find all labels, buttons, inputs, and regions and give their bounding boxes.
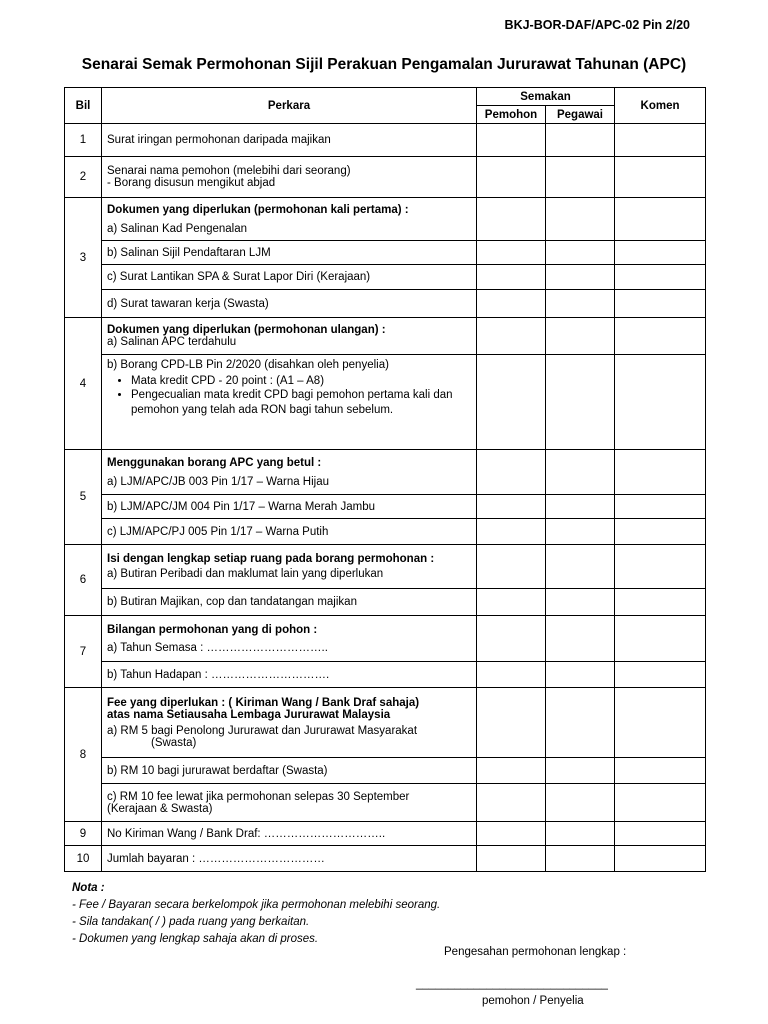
item-subtext: c) RM 10 fee lewat jika permohonan selepas 30 September <box>107 790 410 803</box>
header-bil: Bil <box>65 88 102 124</box>
comment-cell[interactable] <box>615 662 706 688</box>
item-heading: Bilangan permohonan yang di pohon : <box>107 623 318 636</box>
comment-cell[interactable] <box>615 355 706 450</box>
item-subtext: b) RM 10 bagi jururawat berdaftar (Swasta) <box>102 758 477 784</box>
check-cell-pemohon[interactable] <box>477 265 546 290</box>
item-subtext: b) Borang CPD-LB Pin 2/2020 (disahkan oleh penyelia) <box>107 359 389 371</box>
header-komen: Komen <box>615 88 706 124</box>
row-number: 7 <box>65 616 102 688</box>
check-cell-pegawai[interactable] <box>546 318 615 355</box>
item-subtext: a) Salinan APC terdahulu <box>107 336 237 348</box>
check-cell-pegawai[interactable] <box>546 355 615 450</box>
note-item: - Fee / Bayaran secara berkelompok jika permohonan melebihi seorang. <box>72 899 441 911</box>
check-cell-pemohon[interactable] <box>477 616 546 662</box>
item-subtext: b) Butiran Majikan, cop dan tandatangan majikan <box>102 589 477 616</box>
comment-cell[interactable] <box>615 495 706 519</box>
table-row <box>65 318 706 355</box>
item-subtext: b) Tahun Hadapan : …………………………. <box>102 662 477 688</box>
bullet-list <box>131 374 471 417</box>
check-cell-pemohon[interactable] <box>477 519 546 545</box>
item-subtext: (Swasta) <box>151 736 197 749</box>
check-cell-pemohon[interactable] <box>477 784 546 822</box>
table-row <box>65 241 706 265</box>
checklist-table <box>64 87 706 872</box>
table-row <box>65 589 706 616</box>
item-text: Surat iringan permohonan daripada majikan <box>102 124 477 157</box>
item-heading: Isi dengan lengkap setiap ruang pada borang permohonan : <box>107 553 435 565</box>
comment-cell[interactable] <box>615 450 706 495</box>
check-cell-pemohon[interactable] <box>477 545 546 589</box>
check-cell-pemohon[interactable] <box>477 198 546 241</box>
row-number: 4 <box>65 318 102 450</box>
comment-cell[interactable] <box>615 265 706 290</box>
comment-cell[interactable] <box>615 124 706 157</box>
table-row <box>65 822 706 846</box>
comment-cell[interactable] <box>615 784 706 822</box>
item-cell <box>102 784 477 822</box>
item-cell <box>102 450 477 495</box>
item-subtext: b) Salinan Sijil Pendaftaran LJM <box>102 241 477 265</box>
check-cell-pegawai[interactable] <box>546 495 615 519</box>
item-heading: Dokumen yang diperlukan (permohonan ulangan) : <box>107 324 386 336</box>
check-cell-pemohon[interactable] <box>477 318 546 355</box>
header-perkara: Perkara <box>102 88 477 124</box>
item-text: No Kiriman Wang / Bank Draf: ………………………….. <box>102 822 477 846</box>
check-cell-pemohon[interactable] <box>477 662 546 688</box>
item-subtext: d) Surat tawaran kerja (Swasta) <box>102 290 477 318</box>
comment-cell[interactable] <box>615 198 706 241</box>
check-cell-pegawai[interactable] <box>546 290 615 318</box>
check-cell-pemohon[interactable] <box>477 355 546 450</box>
item-heading: Menggunakan borang APC yang betul : <box>107 456 322 469</box>
item-cell <box>102 157 477 198</box>
comment-cell[interactable] <box>615 290 706 318</box>
signature-label: pemohon / Penyelia <box>482 995 584 1007</box>
row-number: 1 <box>65 124 102 157</box>
table-row <box>65 450 706 495</box>
check-cell-pegawai[interactable] <box>546 241 615 265</box>
row-number: 2 <box>65 157 102 198</box>
table-row <box>65 157 706 198</box>
check-cell-pegawai[interactable] <box>546 198 615 241</box>
check-cell-pemohon[interactable] <box>477 758 546 784</box>
item-subtext: - Borang disusun mengikut abjad <box>107 177 276 189</box>
item-subtext: a) Butiran Peribadi dan maklumat lain yang diperlukan <box>107 568 384 580</box>
notes-title: Nota : <box>72 882 105 894</box>
header-pegawai: Pegawai <box>546 106 615 124</box>
header-semakan: Semakan <box>477 88 615 106</box>
item-heading: Dokumen yang diperlukan (permohonan kali pertama) : <box>107 203 409 216</box>
table-row <box>65 198 706 241</box>
item-subtext: b) LJM/APC/JM 004 Pin 1/17 – Warna Merah Jambu <box>102 495 477 519</box>
check-cell-pegawai[interactable] <box>546 846 615 872</box>
table-row <box>65 784 706 822</box>
check-cell-pemohon[interactable] <box>477 688 546 758</box>
item-text: Jumlah bayaran : …………………………… <box>102 846 477 872</box>
check-cell-pemohon[interactable] <box>477 157 546 198</box>
bullet-item: • Pengecualian mata kredit CPD bagi pemohon pertama kali dan pemohon yang telah ada RON bagi tahun sebelum. <box>131 388 471 417</box>
item-subtext: a) LJM/APC/JB 003 Pin 1/17 – Warna Hijau <box>107 475 330 488</box>
check-cell-pegawai[interactable] <box>546 758 615 784</box>
check-cell-pemohon[interactable] <box>477 822 546 846</box>
check-cell-pegawai[interactable] <box>546 589 615 616</box>
table-row <box>65 616 706 662</box>
item-subtext: c) Surat Lantikan SPA & Surat Lapor Diri (Kerajaan) <box>102 265 477 290</box>
row-number: 5 <box>65 450 102 545</box>
item-subtext: (Kerajaan & Swasta) <box>107 802 213 815</box>
comment-cell[interactable] <box>615 545 706 589</box>
check-cell-pemohon[interactable] <box>477 450 546 495</box>
signature-line: ______________________________ <box>416 978 608 990</box>
check-cell-pegawai[interactable] <box>546 822 615 846</box>
item-cell <box>102 198 477 241</box>
table-row <box>65 495 706 519</box>
check-cell-pegawai[interactable] <box>546 616 615 662</box>
check-cell-pegawai[interactable] <box>546 157 615 198</box>
comment-cell[interactable] <box>615 589 706 616</box>
table-row <box>65 355 706 450</box>
row-number: 9 <box>65 822 102 846</box>
comment-cell[interactable] <box>615 616 706 662</box>
item-text: Senarai nama pemohon (melebihi dari seorang) <box>107 165 351 177</box>
item-cell <box>102 616 477 662</box>
item-subtext: a) Salinan Kad Pengenalan <box>107 222 248 235</box>
table-row <box>65 545 706 589</box>
table-row <box>65 124 706 157</box>
check-cell-pemohon[interactable] <box>477 124 546 157</box>
comment-cell[interactable] <box>615 241 706 265</box>
item-cell <box>102 318 477 355</box>
table-row <box>65 290 706 318</box>
comment-cell[interactable] <box>615 758 706 784</box>
comment-cell[interactable] <box>615 157 706 198</box>
document-reference: BKJ-BOR-DAF/APC-02 Pin 2/20 <box>504 18 690 32</box>
check-cell-pegawai[interactable] <box>546 662 615 688</box>
note-item: - Dokumen yang lengkap sahaja akan di proses. <box>72 933 319 945</box>
check-cell-pemohon[interactable] <box>477 589 546 616</box>
item-subtext: c) LJM/APC/PJ 005 Pin 1/17 – Warna Putih <box>102 519 477 545</box>
check-cell-pegawai[interactable] <box>546 784 615 822</box>
comment-cell[interactable] <box>615 822 706 846</box>
page-title: Senarai Semak Permohonan Sijil Perakuan Pengamalan Jururawat Tahunan (APC) <box>81 56 687 73</box>
check-cell-pegawai[interactable] <box>546 519 615 545</box>
comment-cell[interactable] <box>615 688 706 758</box>
check-cell-pegawai[interactable] <box>546 450 615 495</box>
table-row <box>65 519 706 545</box>
check-cell-pemohon[interactable] <box>477 241 546 265</box>
item-cell <box>102 688 477 758</box>
check-cell-pegawai[interactable] <box>546 688 615 758</box>
item-cell <box>102 355 477 450</box>
table-row <box>65 688 706 758</box>
check-cell-pegawai[interactable] <box>546 265 615 290</box>
comment-cell[interactable] <box>615 846 706 872</box>
row-number: 8 <box>65 688 102 822</box>
check-cell-pemohon[interactable] <box>477 290 546 318</box>
row-number: 3 <box>65 198 102 318</box>
comment-cell[interactable] <box>615 519 706 545</box>
table-row <box>65 846 706 872</box>
header-pemohon: Pemohon <box>477 106 546 124</box>
row-number: 10 <box>65 846 102 872</box>
bullet-item: • Mata kredit CPD - 20 point : (A1 – A8) <box>131 374 471 388</box>
item-subtext: a) Tahun Semasa : ………………………….. <box>107 641 328 654</box>
item-subtext: a) RM 5 bagi Penolong Jururawat dan Jururawat Masyarakat <box>107 724 418 737</box>
check-cell-pegawai[interactable] <box>546 545 615 589</box>
notes-section <box>72 880 440 948</box>
item-cell <box>102 545 477 589</box>
check-cell-pegawai[interactable] <box>546 124 615 157</box>
note-item: - Sila tandakan( / ) pada ruang yang berkaitan. <box>72 916 310 928</box>
confirmation-label: Pengesahan permohonan lengkap : <box>444 946 627 958</box>
comment-cell[interactable] <box>615 318 706 355</box>
item-heading: atas nama Setiausaha Lembaga Jururawat Malaysia <box>107 708 391 721</box>
row-number: 6 <box>65 545 102 616</box>
table-row <box>65 265 706 290</box>
check-cell-pemohon[interactable] <box>477 495 546 519</box>
table-row <box>65 662 706 688</box>
check-cell-pemohon[interactable] <box>477 846 546 872</box>
item-heading: Fee yang diperlukan : ( Kiriman Wang / Bank Draf sahaja) <box>107 696 420 709</box>
table-row <box>65 758 706 784</box>
